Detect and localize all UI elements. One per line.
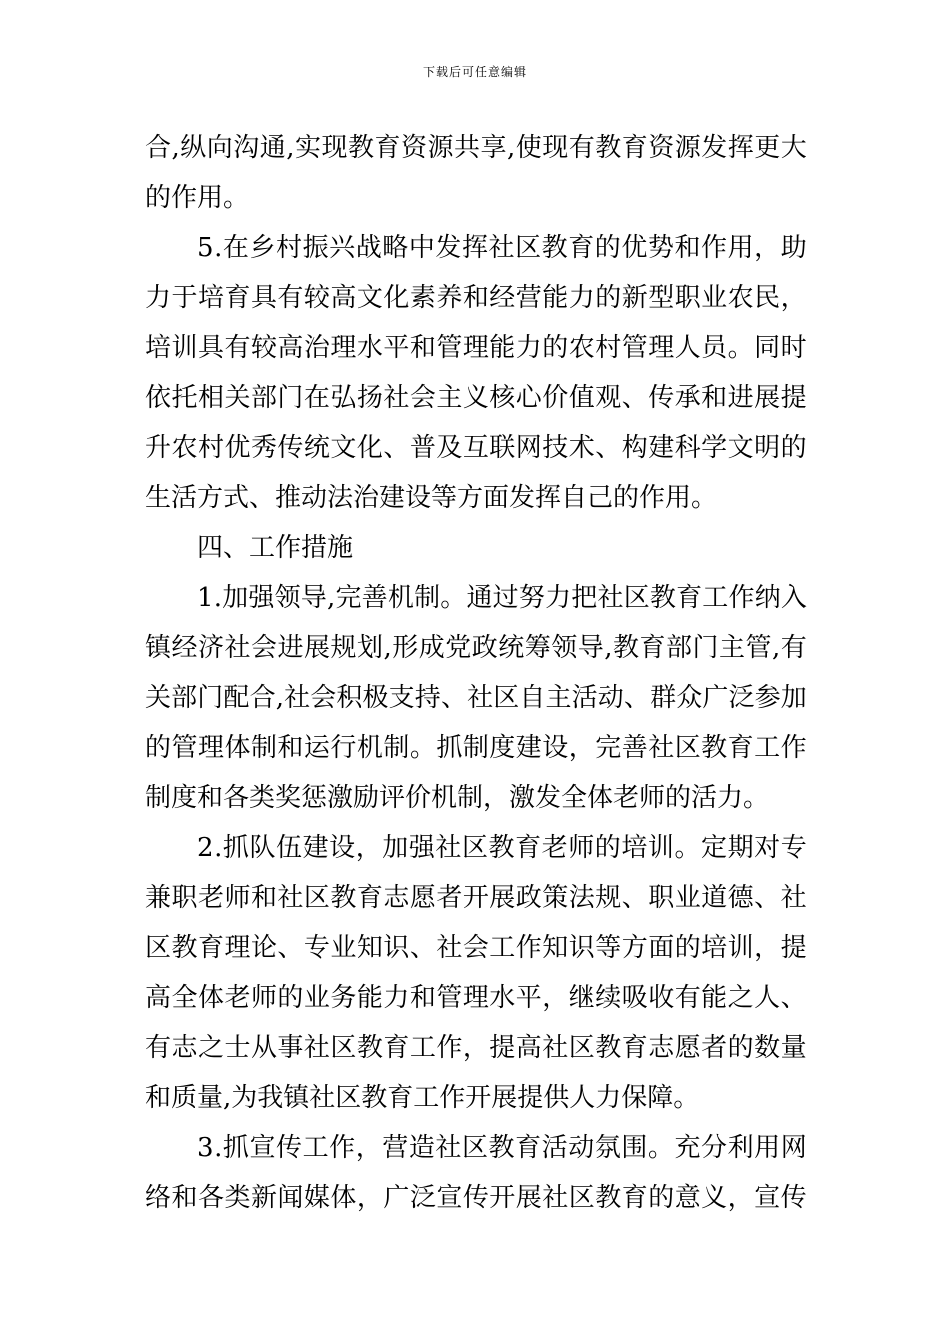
text-line: 关 部 门 配 合 , 社 会 积 极 支 持 、 社 区 自 主 活 动 、 群 众 广 泛 参 加 [145,683,807,713]
text-line: 合 , 纵 向 沟 通 , 实 现 教 育 资 源 共 享 , 使 现 有 教 育 资 源 发 挥 更 大 [145,133,807,163]
text-line: 生活方式、推动法治建设等方面发挥自己的作用。 [145,483,718,513]
text-line: 的作用。 [145,183,250,213]
text-line: 有 志 之 士 从 事 社 区 教 育 工 作 ， 提 高 社 区 教 育 志 愿 者 的 数 量 [145,1033,807,1063]
text-line: 升 农 村 优 秀 传 统 文 化 、 普 及 互 联 网 技 术 、 构 建 科 学 文 明 的 [145,433,807,463]
body-text [145,123,807,1223]
text-line: 培 训 具 有 较 高 治 理 水 平 和 管 理 能 力 的 农 村 管 理 人 员 。 同 时 [145,333,807,363]
text-line: 2 . 抓 队 伍 建 设 ， 加 强 社 区 教 育 老 师 的 培 训 。 定 期 对 专 [197,833,807,863]
text-line: 依 托 相 关 部 门 在 弘 扬 社 会 主 义 核 心 价 值 观 、 传 承 和 进 展 提 [145,383,807,413]
text-line: 兼 职 老 师 和 社 区 教 育 志 愿 者 开 展 政 策 法 规 、 职 业 道 德 、 社 [145,883,807,913]
text-line: 力 于 培 育 具 有 较 高 文 化 素 养 和 经 营 能 力 的 新 型 职 业 农 民 ， [145,283,807,313]
text-line: 区 教 育 理 论 、 专 业 知 识 、 社 会 工 作 知 识 等 方 面 的 培 训 ， 提 [145,933,807,963]
text-line: 络 和 各 类 新 闻 媒 体 ， 广 泛 宣 传 开 展 社 区 教 育 的 意 义 ， 宣 传 [145,1183,807,1213]
text-line: 1 . 加 强 领 导 , 完 善 机 制 。 通 过 努 力 把 社 区 教 育 工 作 纳 入 [197,583,807,613]
text-line: 四、工作措施 [197,533,354,563]
page-header: 下载后可任意编辑 [422,65,527,79]
text-line: 高 全 体 老 师 的 业 务 能 力 和 管 理 水 平 ， 继 续 吸 收 有 能 之 人 、 [145,983,807,1013]
text-line: 和质量,为我镇社区教育工作开展提供人力保障。 [145,1083,700,1113]
text-line: 3 . 抓 宣 传 工 作 ， 营 造 社 区 教 育 活 动 氛 围 。 充 分 利 用 网 [197,1133,807,1163]
text-line: 镇 经 济 社 会 进 展 规 划 , 形 成 党 政 统 筹 领 导 , 教 育 部 门 主 管 , 有 [145,633,807,663]
text-line: 的 管 理 体 制 和 运 行 机 制 。 抓 制 度 建 设 ， 完 善 社 区 教 育 工 作 [145,733,807,763]
text-line: 5 . 在 乡 村 振 兴 战 略 中 发 挥 社 区 教 育 的 优 势 和 作 用 ， 助 [197,233,807,263]
text-line: 制度和各类奖惩激励评价机制，激发全体老师的活力。 [145,783,770,813]
